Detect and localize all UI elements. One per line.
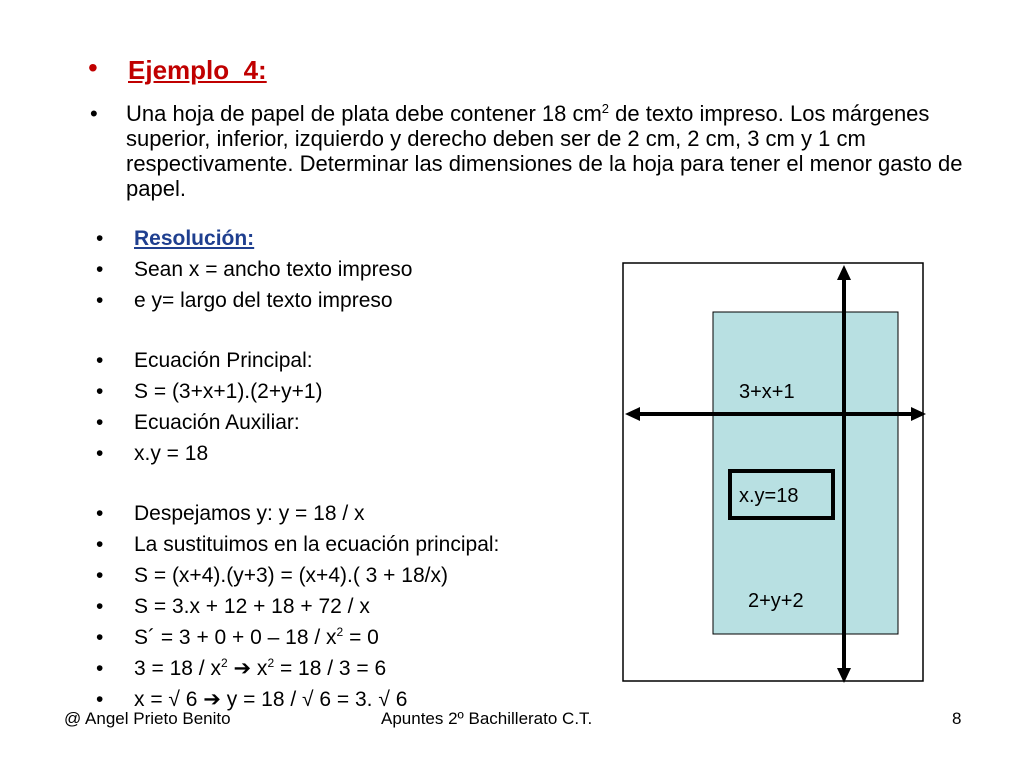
problem-text-a: Una hoja de papel de plata debe contener 18 cm [126,101,602,126]
bullet: • [96,289,104,312]
step-9 [92,560,612,591]
step-6 [92,438,612,469]
step-7 [92,498,612,529]
bullet: • [96,349,104,372]
width-label: 3+x+1 [739,381,795,403]
bullet: • [96,411,104,434]
bullet: • [96,564,104,587]
area-label: x.y=18 [739,485,799,507]
step-text: Ecuación Principal: [134,349,313,372]
bullet: • [96,688,104,711]
step-11 [92,622,612,653]
bullet: • [96,258,104,281]
superscript: 2 [336,625,344,639]
step-text: S = (x+4).(y+3) = (x+4).( 3 + 18/x) [134,564,448,587]
step-3 [92,345,612,376]
bullet: • [96,595,104,618]
step-text: Ecuación Auxiliar: [134,411,300,434]
paper-sheet-diagram [622,262,928,686]
step-resolucion [92,223,612,254]
resolucion-label: Resolución: [134,227,255,250]
step-1 [92,254,612,285]
bullet: • [96,626,104,649]
bullet: • [96,380,104,403]
bullet: • [96,502,104,525]
implies-arrow: ➔ x [227,657,268,680]
step-text: x.y = 18 [134,442,209,465]
bullet: • [96,227,104,250]
step-text: S = (3+x+1).(2+y+1) [134,380,323,403]
step-10 [92,591,612,622]
step-8 [92,529,612,560]
bullet: • [96,533,104,556]
problem-statement [126,101,966,201]
step-12 [92,653,612,684]
problem-superscript: 2 [601,101,610,116]
superscript: 2 [267,656,275,670]
superscript: 2 [220,656,228,670]
problem-text-b: de texto impreso. Los márgenes superior, inferior, izquierdo y derecho deben ser de 2 cm, 2 cm, 3 cm y 1 cm respectivamente. Determinar las dimensiones de la hoja para tener el menor gasto de papel. [126,101,963,201]
problem-bullet: • [90,101,98,126]
step-5 [92,407,612,438]
step-text: e y= largo del texto impreso [134,289,393,312]
step-text: S´ = 3 + 0 + 0 – 18 / x [134,626,337,649]
title-bullet: • [88,52,98,83]
step-text: S = 3.x + 12 + 18 + 72 / x [134,595,370,618]
step-text: Sean x = ancho texto impreso [134,258,413,281]
slide-title: Ejemplo_4: [128,55,267,85]
height-label: 2+y+2 [748,590,804,612]
step-text: = 0 [343,626,379,649]
footer-course: Apuntes 2º Bachillerato C.T. [381,709,593,728]
bullet: • [96,657,104,680]
step-text: = 18 / 3 = 6 [274,657,387,680]
bullet: • [96,442,104,465]
step-text: 3 = 18 / x [134,657,221,680]
footer-page-number: 8 [952,709,962,728]
step-text: La sustituimos en la ecuación principal: [134,533,500,556]
solution-steps [92,223,612,715]
footer-author: @ Angel Prieto Benito [64,709,231,728]
step-2 [92,285,612,316]
step-text: Despejamos y: y = 18 / x [134,502,365,525]
step-text: x = √ 6 ➔ y = 18 / √ 6 = 3. √ 6 [134,688,408,711]
step-4 [92,376,612,407]
